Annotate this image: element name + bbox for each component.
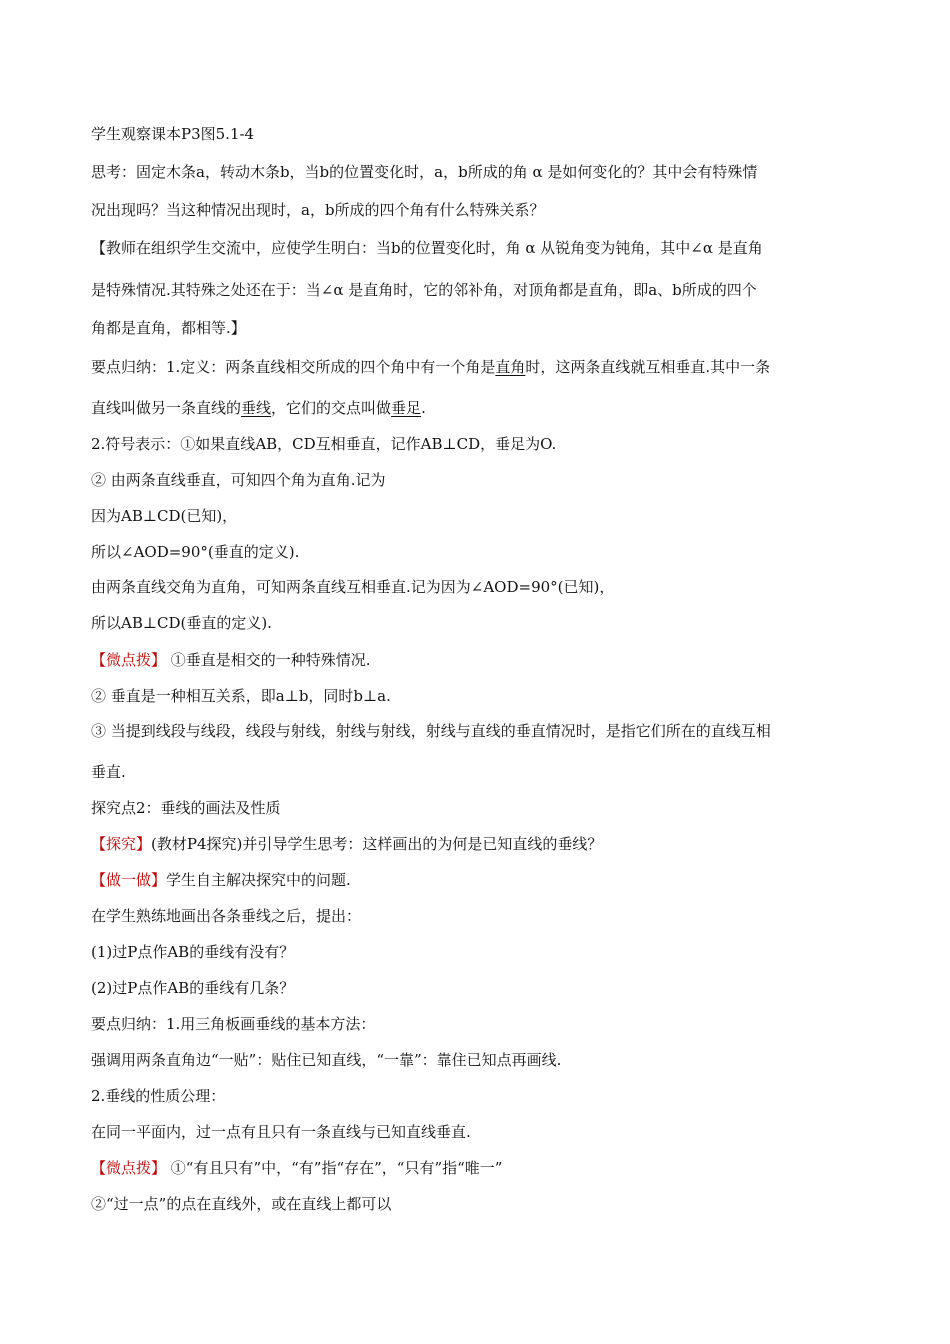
paragraph-think-1: 思考：固定木条a，转动木条b，当b的位置变化时，a，b所成的角 α 是如何变化的？其中会有特殊情 [91, 163, 758, 181]
tip-text: ①“有且只有”中，“有”指“存在”，“只有”指“唯一” [166, 1159, 503, 1177]
do-it-tag: 【做一做】 [91, 871, 167, 889]
paragraph-teacher-2: 是特殊情况.其特殊之处还在于：当∠α 是直角时，它的邻补角，对顶角都是直角，即a、b所成的四个 [91, 281, 757, 299]
key-point-definition-2 [91, 398, 861, 418]
text-segment: ，它们的交点叫做 [271, 399, 392, 417]
paragraph-teacher-3: 角都是直角，都相等.】 [91, 319, 246, 337]
text-segment: 直线叫做另一条直线的 [91, 399, 242, 417]
explore-block [91, 834, 861, 854]
paragraph-property-heading: 2.垂线的性质公理： [91, 1087, 226, 1105]
key-point-definition-1 [91, 357, 861, 377]
tip-block-2 [91, 1158, 861, 1178]
paragraph-symbol-2: ② 由两条直线垂直，可知四个角为直角.记为 [91, 471, 386, 489]
paragraph-teacher-1: 【教师在组织学生交流中，应使学生明白：当b的位置变化时，角 α 从锐角变为钝角，其中∠α 是直角 [91, 239, 763, 257]
paragraph-converse: 由两条直线交角为直角，可知两条直线互相垂直.记为因为∠AOD=90°(已知)， [91, 578, 615, 596]
paragraph-therefore: 所以∠AOD=90°(垂直的定义). [91, 543, 300, 561]
do-it-text: 学生自主解决探究中的问题. [166, 871, 351, 889]
paragraph-raise: 在学生熟练地画出各条垂线之后，提出： [91, 907, 362, 925]
tip-tag: 【微点拨】 [91, 1159, 167, 1177]
paragraph-property: 在同一平面内，过一点有且只有一条直线与已知直线垂直. [91, 1123, 471, 1141]
section-heading-explore-2: 探究点2：垂线的画法及性质 [91, 799, 281, 817]
tip-tag: 【微点拨】 [91, 651, 167, 669]
tip-item-3: ③ 当提到线段与线段，线段与射线，射线与射线，射线与直线的垂直情况时，是指它们所在的直线互相 [91, 722, 771, 740]
explore-text: (教材P4探究)并引导学生思考：这样画出的为何是已知直线的垂线？ [151, 835, 603, 853]
paragraph-symbol: 2.符号表示：①如果直线AB，CD互相垂直，记作AB⊥CD，垂足为O. [91, 435, 557, 453]
tip-block-1 [91, 650, 861, 670]
text-segment: . [421, 399, 426, 417]
tip-text: ①垂直是相交的一种特殊情况. [166, 651, 371, 669]
explore-tag: 【探究】 [91, 835, 152, 853]
tip-item-point: ②“过一点”的点在直线外，或在直线上都可以 [91, 1195, 392, 1213]
question-1: (1)过P点作AB的垂线有没有？ [91, 943, 295, 961]
tip-item-3-cont: 垂直. [91, 763, 126, 781]
do-it-block [91, 870, 861, 890]
paragraph-emphasis: 强调用两条直角边“一贴”：贴住已知直线，“一靠”：靠住已知点再画线. [91, 1051, 562, 1069]
paragraph-because: 因为AB⊥CD(已知)， [91, 507, 238, 525]
text-segment: 要点归纳：1.定义：两条直线相交所成的四个角中有一个角是 [91, 358, 496, 376]
key-point-drawing: 要点归纳：1.用三角板画垂线的基本方法： [91, 1015, 376, 1033]
paragraph-think-2: 况出现吗？当这种情况出现时，a，b所成的四个角有什么特殊关系？ [91, 201, 545, 219]
paragraph-therefore-2: 所以AB⊥CD(垂直的定义). [91, 614, 272, 632]
text-segment: 时，这两条直线就互相垂直.其中一条 [525, 358, 771, 376]
paragraph-observe: 学生观察课本P3图5.1-4 [91, 125, 255, 143]
underlined-term-foot: 垂足 [391, 399, 422, 417]
tip-item-2: ② 垂直是一种相互关系，即a⊥b，同时b⊥a. [91, 687, 391, 705]
underlined-term-right-angle: 直角 [495, 358, 526, 376]
underlined-term-perpendicular-line: 垂线 [241, 399, 272, 417]
question-2: (2)过P点作AB的垂线有几条？ [91, 979, 295, 997]
